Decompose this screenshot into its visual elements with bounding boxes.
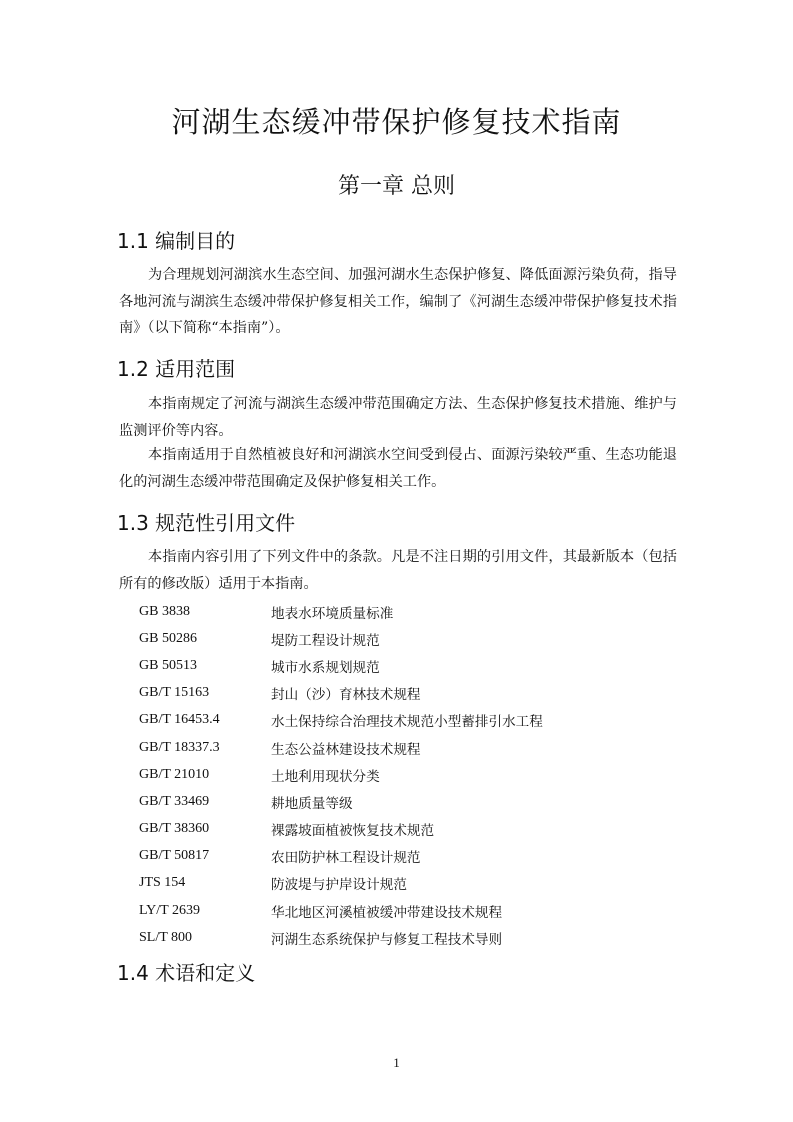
reference-title: 农田防护林工程设计规范 bbox=[271, 850, 421, 867]
reference-item bbox=[139, 897, 679, 924]
document-title: 河湖生态缓冲带保护修复技术指南 bbox=[171, 105, 622, 139]
reference-code: LY/T 2639 bbox=[139, 902, 200, 918]
reference-code: GB/T 16453.4 bbox=[139, 712, 220, 728]
reference-item bbox=[139, 734, 679, 761]
reference-list bbox=[139, 598, 679, 951]
reference-item bbox=[139, 680, 679, 707]
reference-code: GB/T 21010 bbox=[139, 766, 210, 782]
paragraph-scope-1: 本指南规定了河流与湖滨生态缓冲带范围确定方法、生态保护修复技术措施、维护与监测评价等内容。 bbox=[119, 396, 677, 439]
reference-title: 地表水环境质量标准 bbox=[271, 605, 394, 622]
reference-title: 土地利用现状分类 bbox=[271, 768, 380, 785]
reference-code: GB/T 33469 bbox=[139, 793, 210, 809]
reference-item bbox=[139, 761, 679, 788]
reference-code: GB/T 15163 bbox=[139, 685, 210, 701]
reference-code: SL/T 800 bbox=[139, 929, 193, 945]
section-heading-1-1: 1.1 编制目的 bbox=[117, 229, 236, 253]
reference-title: 裸露坡面植被恢复技术规范 bbox=[271, 823, 435, 840]
reference-title: 防波堤与护岸设计规范 bbox=[271, 877, 407, 894]
paragraph-purpose: 为合理规划河湖滨水生态空间、加强河湖水生态保护修复、降低面源污染负荷，指导各地河流与湖滨生态缓冲带保护修复相关工作，编制了《河湖生态缓冲带保护修复技术指南》（以下简称“本指南”）。 bbox=[119, 267, 677, 336]
section-heading-1-4: 1.4 术语和定义 bbox=[117, 961, 256, 985]
page-number: 1 bbox=[393, 1055, 400, 1070]
reference-code: GB/T 18337.3 bbox=[139, 739, 220, 755]
reference-title: 耕地质量等级 bbox=[271, 795, 353, 812]
reference-code: GB 50513 bbox=[139, 657, 197, 673]
reference-item bbox=[139, 843, 679, 870]
reference-item bbox=[139, 788, 679, 815]
reference-item bbox=[139, 707, 679, 734]
paragraph-references-intro: 本指南内容引用了下列文件中的条款。凡是不注日期的引用文件，其最新版本（包括所有的修改版）适用于本指南。 bbox=[119, 549, 677, 592]
paragraph-scope-2: 本指南适用于自然植被良好和河湖滨水空间受到侵占、面源污染较严重、生态功能退化的河湖生态缓冲带范围确定及保护修复相关工作。 bbox=[119, 447, 677, 490]
reference-title: 生态公益林建设技术规程 bbox=[271, 741, 421, 758]
chapter-heading: 第一章 总则 bbox=[338, 174, 455, 199]
reference-code: GB 50286 bbox=[139, 630, 197, 646]
reference-item bbox=[139, 870, 679, 897]
reference-item bbox=[139, 598, 679, 625]
reference-title: 水土保持综合治理技术规范小型蓄排引水工程 bbox=[271, 714, 543, 731]
reference-item bbox=[139, 652, 679, 679]
reference-item bbox=[139, 625, 679, 652]
reference-title: 封山（沙）育林技术规程 bbox=[271, 687, 421, 704]
section-heading-1-3: 1.3 规范性引用文件 bbox=[117, 511, 296, 535]
reference-item bbox=[139, 924, 679, 951]
reference-code: GB/T 38360 bbox=[139, 821, 210, 837]
reference-title: 城市水系规划规范 bbox=[271, 659, 380, 676]
reference-title: 华北地区河溪植被缓冲带建设技术规程 bbox=[271, 904, 503, 921]
section-heading-1-2: 1.2 适用范围 bbox=[117, 357, 236, 381]
reference-item bbox=[139, 816, 679, 843]
reference-title: 河湖生态系统保护与修复工程技术导则 bbox=[271, 931, 503, 948]
reference-title: 堤防工程设计规范 bbox=[271, 632, 380, 649]
reference-code: GB 3838 bbox=[139, 603, 190, 619]
reference-code: JTS 154 bbox=[139, 875, 186, 891]
reference-code: GB/T 50817 bbox=[139, 848, 210, 864]
